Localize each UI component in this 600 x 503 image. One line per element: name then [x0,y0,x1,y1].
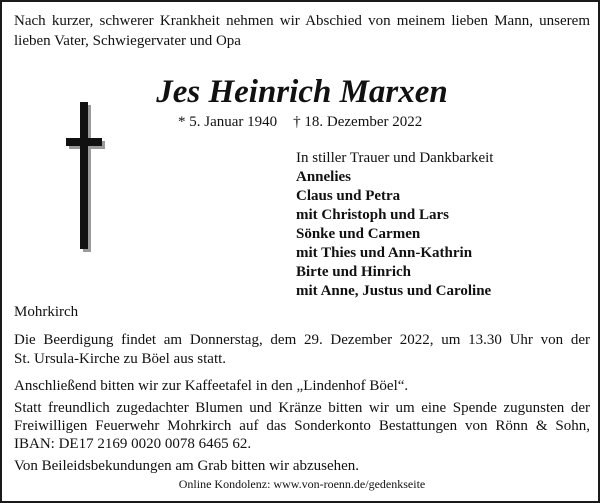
latin-cross-icon [66,101,106,253]
birth-date: * 5. Januar 1940 [178,114,278,130]
death-date: † 18. Dezember 2022 [293,114,423,130]
deceased-name: Jes Heinrich Marxen [156,74,448,110]
list-item: Claus und Petra [296,188,401,204]
life-dates [178,112,422,132]
list-item: Birte und Hinrich [296,264,412,280]
list-item: mit Christoph und Lars [296,207,449,223]
funeral-text-line-2: St. Ursula-Kirche zu Böel aus statt. [14,351,227,367]
intro-text-line-2: lieben Vater, Schwiegervater und Opa [14,33,241,49]
list-item: mit Thies und Ann-Kathrin [296,245,473,261]
donation-text-line-3: IBAN: DE17 2169 0020 0078 6465 62. [14,436,252,452]
intro-text-line-1: Nach kurzer, schwerer Krankheit nehmen wir Abschied von meinem lieben Mann, unserem [14,13,590,29]
donation-text-line-1: Statt freundlich zugedachter Blumen und Kränze bitten wir um eine Spende zugunsten der [14,400,590,416]
funeral-text-line-1: Die Beerdigung findet am Donnerstag, dem 29. Dezember 2022, um 13.30 Uhr von der [14,332,590,348]
mourners-list [296,168,491,301]
list-item: Annelies [296,169,352,185]
donation-text-line-2: Freiwilligen Feuerwehr Mohrkirch auf das Sonderkonto Bestattungen von Rönn & Sohn, [14,418,590,434]
list-item: Sönke und Carmen [296,226,421,242]
condolence-request-text: Von Beileidsbekundungen am Grab bitten wir abzusehen. [14,458,360,474]
reception-text: Anschließend bitten wir zur Kaffeetafel in den „Lindenhof Böel“. [14,378,409,394]
list-item: mit Anne, Justus und Caroline [296,283,492,299]
place-name: Mohrkirch [14,304,79,320]
online-condolence-text: Online Kondolenz: www.von-roenn.de/gedenkseite [178,477,426,491]
mourning-heading: In stiller Trauer und Dankbarkeit [296,150,494,166]
